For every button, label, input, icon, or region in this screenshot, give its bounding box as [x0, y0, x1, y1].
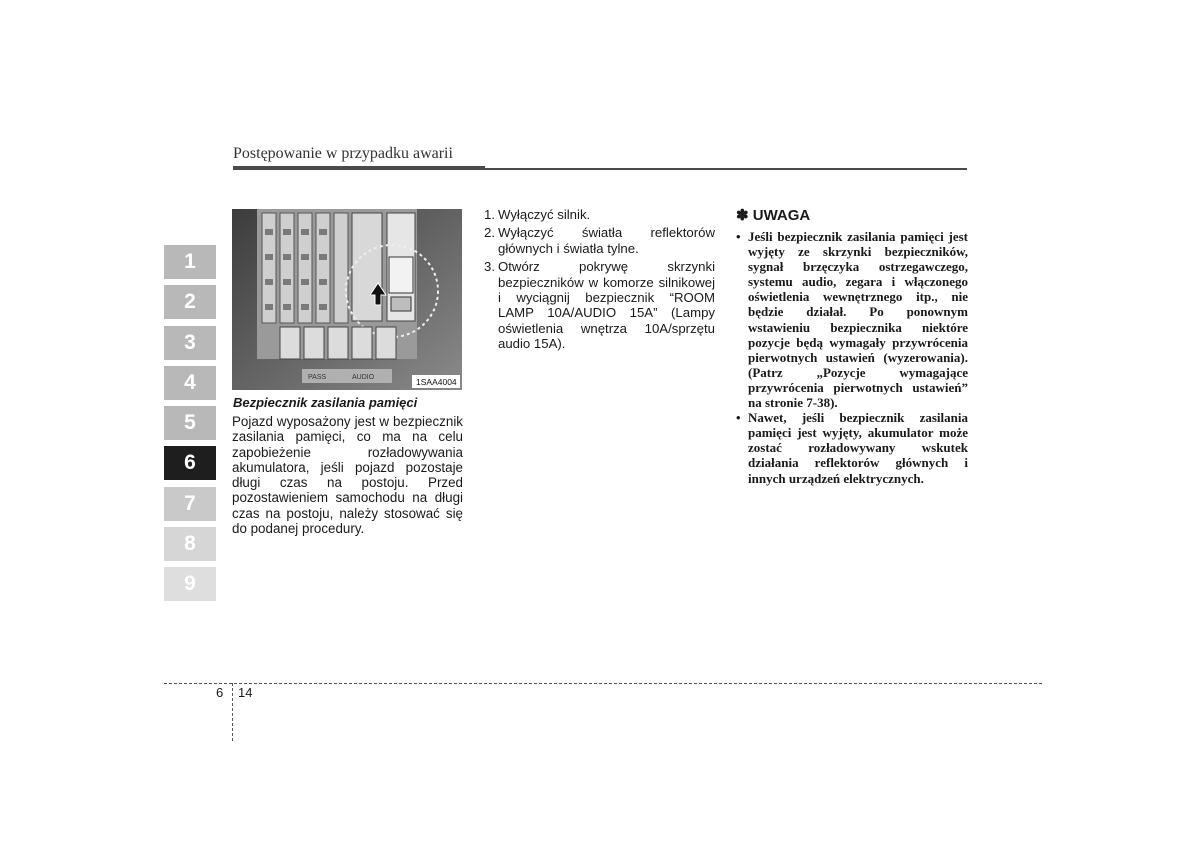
step-item — [484, 207, 715, 222]
chapter-tab-8[interactable]: 8 — [164, 527, 216, 561]
warning-text: Jeśli bezpiecznik zasilania pamięci jest wyjęty ze skrzynki bezpieczników, sygnał brzęczyka ostrzegawczego, systemu audio, zegara i włączonego oświetlenia wewnętrznego itp., nie będzie działał. Po ponownym wstawieniu bezpiecznika niektóre pozycje będą wymagały przywrócenia pierwotnych ustawień (wyzerowania). (Patrz „Pozycje wymagające przywrócenia pierwotnych ustawień” na stronie 7-38). — [748, 229, 968, 411]
warning-text: Nawet, jeśli bezpiecznik zasilania pamięci jest wyjęty, akumulator może zostać rozładowywany wskutek działania reflektorów głównych i innych urządzeń elektrycznych. — [748, 410, 968, 486]
footer-divider — [164, 683, 1042, 684]
step-item — [484, 259, 715, 351]
chapter-tab-3[interactable]: 3 — [164, 326, 216, 360]
warning-item — [736, 229, 968, 410]
chapter-tab-9[interactable]: 9 — [164, 567, 216, 601]
warning-title: ✽ UWAGA — [736, 207, 811, 224]
chapter-tab-2[interactable]: 2 — [164, 285, 216, 319]
chapter-tabs — [164, 245, 216, 608]
intro-paragraph: Pojazd wyposażony jest w bezpiecznik zasilania pamięci, co ma na celu zapobieżenie rozładowywania akumulatora, jeśli pojazd pozostaje długi czas na postoju. Przed pozostawieniem samochodu na długi czas na postoju, należy stosować się do podanej procedury. — [232, 414, 463, 537]
chapter-tab-1[interactable]: 1 — [164, 245, 216, 279]
chapter-tab-4[interactable]: 4 — [164, 366, 216, 400]
header-rule-thin — [485, 168, 967, 170]
warning-item — [736, 410, 968, 485]
footer-chapter-number: 6 — [216, 685, 224, 700]
fuse-box-illustration — [232, 209, 462, 390]
step-number: 2. — [484, 225, 495, 241]
chapter-tab-6[interactable]: 6 — [164, 446, 216, 480]
chapter-tab-7[interactable]: 7 — [164, 487, 216, 521]
step-text: Wyłączyć silnik. — [498, 207, 591, 222]
procedure-steps — [484, 207, 715, 355]
step-text: Wyłączyć światła reflektorów głównych i światła tylne. — [498, 225, 715, 256]
fuse-box-photo — [232, 209, 462, 390]
figure-code: 1SAA4004 — [416, 377, 457, 387]
step-number: 3. — [484, 259, 495, 275]
step-item — [484, 225, 715, 256]
footer-page-number: 14 — [238, 685, 253, 700]
header-rule-thick — [233, 166, 485, 170]
page-header-title: Postępowanie w przypadku awarii — [233, 145, 453, 162]
fuse-label-pass: PASS — [308, 374, 327, 381]
figure-caption: Bezpiecznik zasilania pamięci — [233, 395, 418, 410]
bullet-icon: • — [736, 410, 741, 426]
warning-list — [736, 229, 968, 486]
bullet-icon: • — [736, 229, 741, 244]
chapter-tab-5[interactable]: 5 — [164, 406, 216, 440]
footer-vertical-divider — [232, 683, 233, 741]
fuse-label-audio: AUDIO — [352, 374, 375, 381]
step-text: Otwórz pokrywę skrzynki bezpieczników w komorze silnikowej i wyciągnij bezpiecznik “ROOM LAMP 10A/AUDIO 15A” (Lampy oświetlenia wnętrza 10A/sprzętu audio 15A). — [498, 259, 715, 352]
step-number: 1. — [484, 207, 495, 222]
